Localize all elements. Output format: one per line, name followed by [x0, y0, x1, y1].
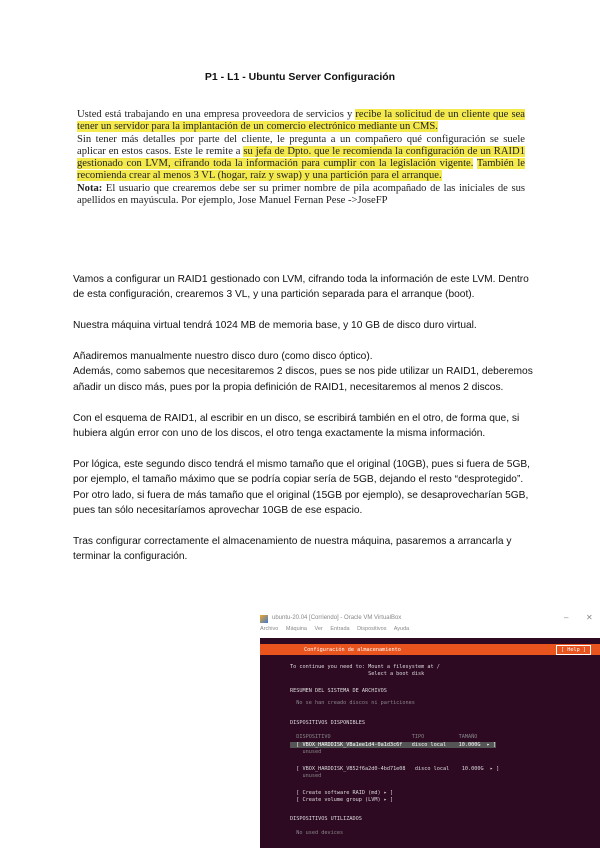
statement-text: Usted está trabajando en una empresa proveedora de servicios y [77, 109, 356, 120]
vm-menubar [260, 626, 600, 636]
empty-summary: No se han creado discos ni particiones [290, 700, 415, 706]
instruction-line: Select a boot disk [290, 671, 425, 677]
statement-highlight: su jefa de Dpto. que le recomienda la configuración de un RAID1 gestionado con LVM, cifrando toda la información para cumplir con la legislación vigente. [77, 145, 525, 170]
menu-item-entrada[interactable]: Entrada [330, 626, 350, 632]
minimize-button[interactable]: – [564, 613, 569, 622]
installer-title: Configuración de almacenamiento [304, 647, 401, 653]
statement-highlight: También le recomienda crear al menos 3 VL (hogar, raíz y swap) y una partición para el arranque. [77, 158, 525, 182]
help-button[interactable]: [ Help ] [556, 645, 591, 655]
statement-highlight: recibe la solicitud de un cliente que sea tener un servidor para la implantación de un comercio electrónico mediante un CMS. [77, 109, 525, 133]
assignment-statement [77, 109, 525, 207]
vm-console [260, 638, 600, 848]
menu-item-maquina[interactable]: Máquina [285, 626, 307, 632]
disk-status: unused [290, 749, 322, 755]
paragraph: Tras configurar correctamente el almacenamiento de nuestra máquina, pasaremos a arrancarla y terminar la configuración. [73, 535, 512, 563]
paragraph: Con el esquema de RAID1, al escribir en un disco, se escribirá también en el otro, de forma que, si hubiera algún error con uno de los discos, el otro tenga exactamente la misma información. [73, 412, 520, 440]
used-devices-empty: No used devices [290, 830, 344, 836]
virtualbox-icon [260, 615, 268, 623]
menu-item-archivo[interactable]: Archivo [260, 626, 279, 632]
installer-header [260, 644, 600, 655]
table-header: DISPOSITIVO TIPO TAMAÑO [290, 734, 478, 740]
section-heading: DISPOSITIVOS UTILIZADOS [290, 816, 362, 822]
section-heading: RESUMEN DEL SISTEMA DE ARCHIVOS [290, 688, 387, 694]
menu-item-ayuda[interactable]: Ayuda [393, 626, 410, 632]
disk-row[interactable]: [ VBOX_HARDDISK_VB52f6a2d0-4bd71e08 disco local 10.000G ▸ ] [290, 766, 500, 772]
paragraph: Nuestra máquina virtual tendrá 1024 MB de memoria base, y 10 GB de disco duro virtual. [73, 320, 477, 332]
section-heading: DISPOSITIVOS DISPONIBLES [290, 720, 365, 726]
paragraph: Añadiremos manualmente nuestro disco duro (como disco óptico). [73, 351, 373, 362]
vm-screenshot [258, 612, 600, 848]
page-title: P1 - L1 - Ubuntu Server Configuración [204, 71, 396, 83]
vm-window-title: ubuntu-20.04 [Corriendo] - Oracle VM VirtualBox [272, 615, 402, 621]
instruction-line: To continue you need to: Mount a filesystem at / [290, 664, 440, 670]
close-button[interactable]: ✕ [586, 613, 593, 622]
statement-text: Sin tener más detalles por parte del cliente, le pregunta a un compañero qué configuración se suele aplicar en estos casos. Este le remite a [77, 133, 525, 157]
note-label: Nota: [77, 182, 103, 194]
create-raid-button[interactable]: [ Create software RAID (md) ▸ ] [290, 790, 394, 796]
vm-titlebar [258, 612, 600, 626]
menu-item-dispositivos[interactable]: Dispositivos [357, 626, 387, 632]
paragraph: Vamos a configurar un RAID1 gestionado con LVM, cifrando toda la información de este LVM. Dentro de esta configuración, crearemos 3 VL, y una partición separada para el arranque (boot). [73, 274, 529, 301]
paragraph: Por lógica, este segundo disco tendrá el mismo tamaño que el original (10GB), pues si fuera de 5GB, por ejemplo, el tamaño máximo que se podría copiar sería de 5GB, dejando el resto “desprotegido”. Por otro lado, si fuera de más tamaño que el original (15GB por ejemplo), se desaprovecharían 5GB, pues tan sólo necesitaríamos aprovechar 10GB de ese espacio. [73, 458, 530, 517]
create-lvm-button[interactable]: [ Create volume group (LVM) ▸ ] [290, 797, 394, 803]
note-text: El usuario que crearemos debe ser su primer nombre de pila acompañado de las iniciales de sus apellidos en mayúscula. Por ejemplo, Jose Manuel Fernan Pese ->JoseFP [77, 182, 525, 207]
document-body [73, 272, 533, 565]
disk-status: unused [290, 773, 322, 779]
disk-row[interactable]: [ VBOX_HARDDISK_VBa1ee1d4-0a1d3c6f disco local 10.000G ▸ ] [290, 742, 497, 748]
paragraph: Además, como sabemos que necesitaremos 2 discos, pues se nos pide utilizar un RAID1, deberemos añadir un disco más, pues por la propia definición de RAID1, necesitaremos al menos 2 discos. [73, 366, 533, 393]
menu-item-ver[interactable]: Ver [314, 626, 323, 632]
